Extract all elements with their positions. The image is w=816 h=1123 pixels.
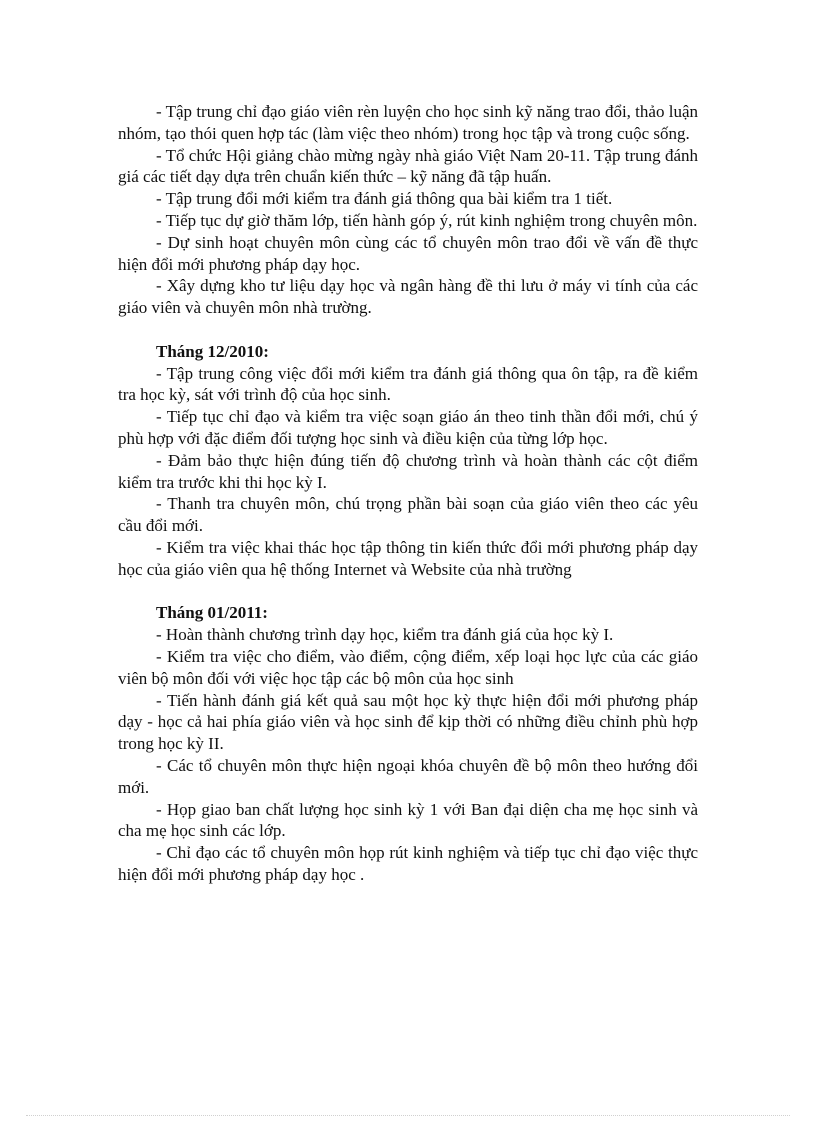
list-item: - Họp giao ban chất lượng học sinh kỳ 1 với Ban đại diện cha mẹ học sinh và cha mẹ học sinh các lớp. [118, 799, 698, 841]
list-item: - Hoàn thành chương trình dạy học, kiểm tra đánh giá của học kỳ I. [156, 625, 614, 645]
list-item: - Thanh tra chuyên môn, chú trọng phần bài soạn của giáo viên theo các yêu cầu đổi mới. [118, 494, 698, 536]
list-item: - Kiểm tra việc khai thác học tập thông tin kiến thức đổi mới phương pháp dạy học của giáo viên qua hệ thống Internet và Website của nhà trường [118, 537, 698, 579]
list-item: - Chỉ đạo các tổ chuyên môn họp rút kinh nghiệm và tiếp tục chỉ đạo việc thực hiện đổi mới phương pháp dạy học . [118, 843, 698, 884]
list-item: - Tiếp tục dự giờ thăm lớp, tiến hành góp ý, rút kinh nghiệm trong chuyên môn. [156, 210, 698, 230]
list-item: - Tập trung đổi mới kiểm tra đánh giá thông qua bài kiểm tra 1 tiết. [156, 189, 613, 209]
section-december-2010 [118, 341, 698, 581]
list-item: - Tổ chức Hội giảng chào mừng ngày nhà giáo Việt Nam 20-11. Tập trung đánh giá các tiết dạy dựa trên chuẩn kiến thức – kỹ năng đã tập huấn. [118, 145, 698, 187]
section-heading: Tháng 01/2011: [156, 603, 268, 623]
list-item: - Kiểm tra việc cho điểm, vào điểm, cộng điểm, xếp loại học lực của các giáo viên bộ môn đối với việc học tập các bộ môn của học sinh [118, 646, 698, 688]
section-january-2011 [118, 602, 698, 885]
list-item: - Đảm bảo thực hiện đúng tiến độ chương trình và hoàn thành các cột điểm kiểm tra trước khi thi học kỳ I. [118, 450, 698, 492]
list-item: - Tiếp tục chỉ đạo và kiểm tra việc soạn giáo án theo tinh thần đổi mới, chú ý phù hợp với đặc điểm đối tượng học sinh và điều kiện của từng lớp học. [118, 407, 698, 448]
list-item: - Các tổ chuyên môn thực hiện ngoại khóa chuyên đề bộ môn theo hướng đổi mới. [118, 755, 698, 797]
document-page [118, 101, 698, 886]
section-heading: Tháng 12/2010: [156, 341, 269, 361]
list-item: - Tiến hành đánh giá kết quả sau một học kỳ thực hiện đổi mới phương pháp dạy - học cả hai phía giáo viên và học sinh để kịp thời có những điều chỉnh phù hợp trong học kỳ II. [118, 690, 698, 754]
page-footer-divider [26, 1115, 790, 1116]
list-item: - Xây dựng kho tư liệu dạy học và ngân hàng đề thi lưu ở máy vi tính của các giáo viên và chuyên môn nhà trường. [118, 276, 698, 318]
list-item: - Tập trung chỉ đạo giáo viên rèn luyện cho học sinh kỹ năng trao đổi, thảo luận nhóm, tạo thói quen hợp tác (làm việc theo nhóm) trong học tập và trong cuộc sống. [118, 102, 698, 143]
list-item: - Dự sinh hoạt chuyên môn cùng các tổ chuyên môn trao đổi về vấn đề thực hiện đổi mới phương pháp dạy học. [118, 232, 698, 274]
intro-section [118, 101, 698, 319]
list-item: - Tập trung công việc đổi mới kiểm tra đánh giá thông qua ôn tập, ra đề kiểm tra học kỳ, sát với trình độ của học sinh. [118, 363, 698, 405]
